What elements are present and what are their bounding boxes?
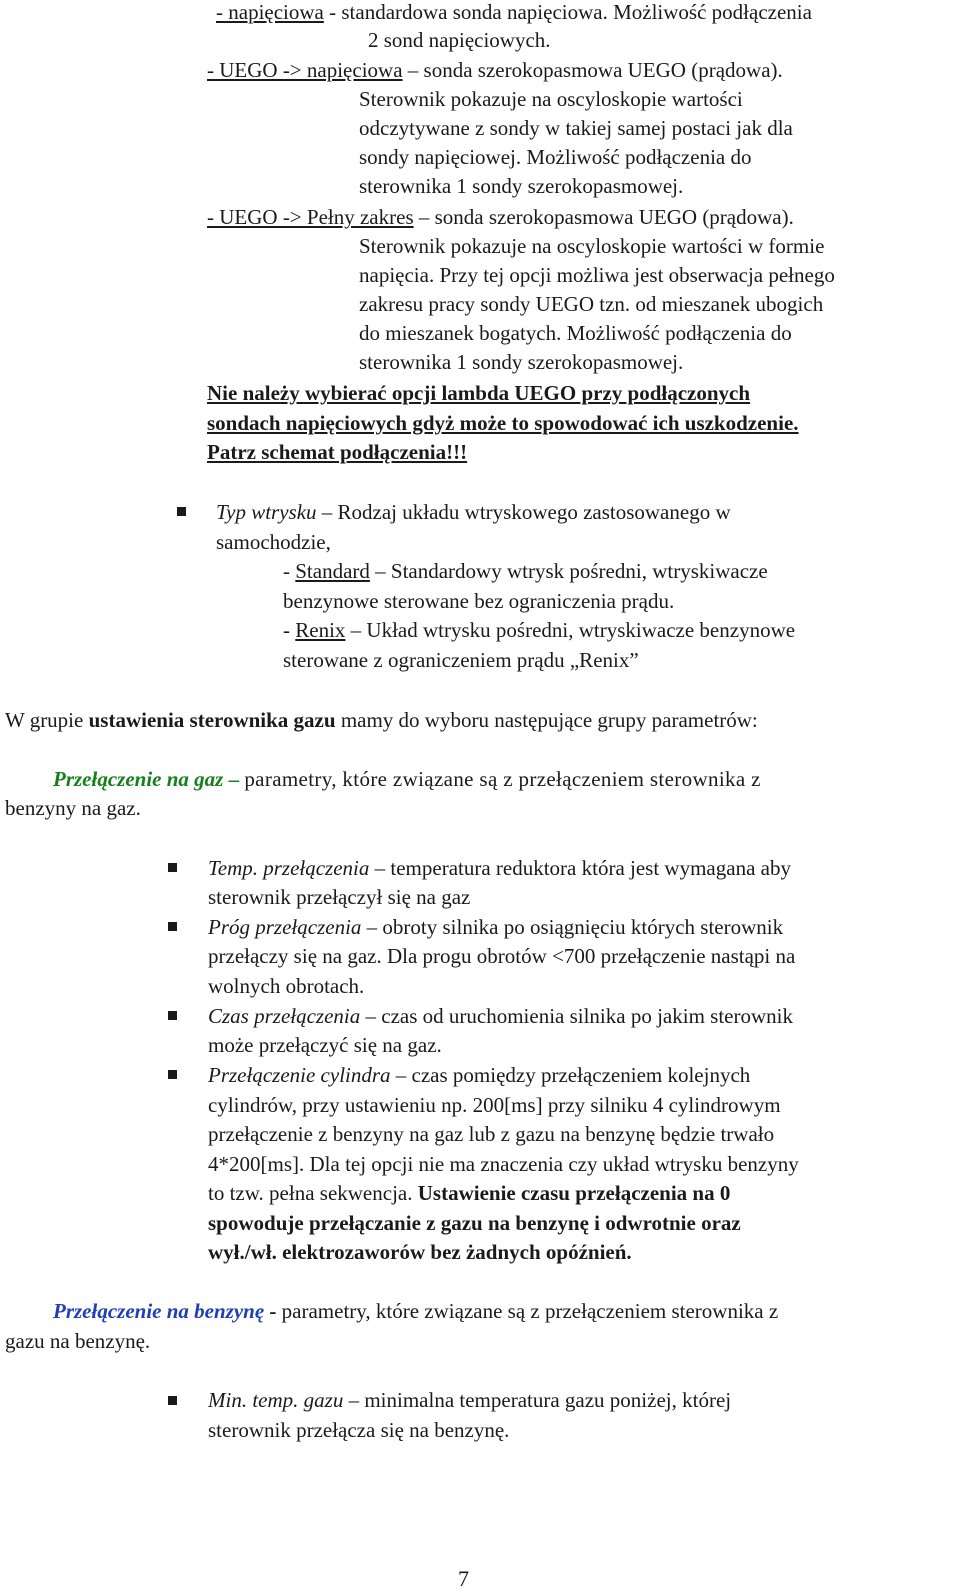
param-desc-line: sterownik przełączył się na gaz	[208, 885, 471, 909]
warning-line: Nie należy wybierać opcji lambda UEGO przy podłączonych	[207, 381, 751, 405]
section-desc: parametry, które związane są z przełączeniem sterownika z	[244, 767, 761, 791]
param-desc-line: przełączenie z benzyny na gaz lub z gazu na benzynę będzie trwało	[208, 1122, 775, 1146]
param-desc-line: 4*200[ms]. Dla tej opcji nie ma znaczenia czy układ wtrysku benzyny	[208, 1152, 799, 1176]
param-bold-line: spowoduje przełączanie z gazu na benzynę i odwrotnie oraz	[208, 1211, 741, 1235]
intro-bold: ustawienia sterownika gazu	[88, 708, 336, 732]
param-bold-line: wył./wł. elektrozaworów bez żadnych opóźnień.	[208, 1240, 632, 1264]
param-desc-text: to tzw. pełna sekwencja.	[208, 1181, 418, 1205]
param-desc: – czas od uruchomienia silnika po jakim sterownik	[360, 1004, 793, 1028]
option-desc-line: sterownika 1 sondy szerokopasmowej.	[359, 350, 684, 374]
option-desc-line: sterownika 1 sondy szerokopasmowej.	[359, 174, 684, 198]
option-label: Standard	[295, 559, 370, 583]
intro-text: W grupie	[5, 708, 89, 732]
option-desc-line: odczytywane z sondy w takiej samej postaci jak dla	[359, 116, 793, 140]
term-desc-line: samochodzie,	[216, 530, 331, 554]
section-title: Przełączenie na gaz	[53, 767, 224, 791]
warning-line: Patrz schemat podłączenia!!!	[207, 440, 468, 464]
param-desc-line: przełączy się na gaz. Dla progu obrotów <700 przełączenie nastąpi na	[208, 944, 796, 968]
param-term: Min. temp. gazu	[208, 1388, 344, 1412]
section-desc-line: gazu na benzynę.	[5, 1329, 151, 1353]
option-desc-line: Sterownik pokazuje na oscyloskopie wartości w formie	[359, 234, 825, 258]
section-title: Przełączenie na benzynę	[53, 1299, 265, 1323]
dash: -	[283, 618, 296, 642]
intro-paragraph	[5, 706, 758, 735]
bullet-icon	[168, 1011, 177, 1020]
param-desc-line: może przełączyć się na gaz.	[208, 1033, 442, 1057]
param-desc-line	[208, 1179, 730, 1208]
option-desc-line: sterowane z ograniczeniem prądu „Renix”	[283, 648, 639, 672]
option-label: - UEGO -> napięciowa	[207, 58, 403, 82]
param-term: Przełączenie cylindra	[208, 1063, 391, 1087]
bullet-icon	[177, 507, 186, 516]
option-desc: – Standardowy wtrysk pośredni, wtryskiwacze	[369, 559, 768, 583]
option-label: - napięciowa	[216, 0, 324, 24]
param-item	[208, 913, 783, 942]
param-term: Czas przełączenia	[208, 1004, 361, 1028]
warning-line: sondach napięciowych gdyż może to spowodować ich uszkodzenie.	[207, 411, 799, 435]
option-desc-line: Sterownik pokazuje na oscyloskopie wartości	[359, 87, 743, 111]
param-item	[208, 1061, 750, 1090]
param-desc-line: sterownik przełącza się na benzynę.	[208, 1418, 510, 1442]
param-desc: – minimalna temperatura gazu poniżej, której	[343, 1388, 732, 1412]
param-desc-line: cylindrów, przy ustawieniu np. 200[ms] przy silniku 4 cylindrowym	[208, 1093, 781, 1117]
option-uego-full	[207, 203, 794, 232]
option-desc-line: sondy napięciowej. Możliwość podłączenia do	[359, 145, 752, 169]
option-uego-napieciowa	[207, 56, 783, 85]
option-desc: – sonda szerokopasmowa UEGO (prądowa).	[402, 58, 783, 82]
bullet-icon	[168, 863, 177, 872]
option-label: Renix	[295, 618, 346, 642]
term-desc: – Rodzaj układu wtryskowego zastosowanego w	[316, 500, 731, 524]
option-desc: – sonda szerokopasmowa UEGO (prądowa).	[413, 205, 794, 229]
dash: -	[283, 559, 296, 583]
section-switch-to-petrol	[53, 1297, 778, 1326]
option-label: - UEGO -> Pełny zakres	[207, 205, 414, 229]
section-dash: -	[264, 1299, 282, 1323]
option-desc-line: zakresu pracy sondy UEGO tzn. od mieszanek ubogich	[359, 292, 824, 316]
injection-renix	[283, 616, 795, 645]
injection-standard	[283, 557, 768, 586]
param-desc: – czas pomiędzy przełączeniem kolejnych	[390, 1063, 751, 1087]
param-item	[208, 1002, 793, 1031]
bullet-icon	[168, 1070, 177, 1079]
option-desc: – Układ wtrysku pośredni, wtryskiwacze benzynowe	[345, 618, 796, 642]
param-desc: – obroty silnika po osiągnięciu których sterownik	[361, 915, 784, 939]
bullet-icon	[168, 922, 177, 931]
option-desc-line: 2 sond napięciowych.	[368, 28, 551, 52]
param-desc-bold: Ustawienie czasu przełączenia na 0	[417, 1181, 731, 1205]
option-napieciowa	[216, 0, 812, 27]
bullet-icon	[168, 1396, 177, 1405]
section-switch-to-gas	[53, 765, 761, 794]
term: Typ wtrysku	[216, 500, 317, 524]
intro-text: mamy do wyboru następujące grupy parametrów:	[335, 708, 758, 732]
injection-type	[216, 498, 731, 527]
page-number: 7	[458, 1566, 469, 1591]
param-term: Próg przełączenia	[208, 915, 362, 939]
section-desc: parametry, które związane są z przełączeniem sterownika z	[281, 1299, 779, 1323]
option-desc: - standardowa sonda napięciowa. Możliwość podłączenia	[323, 0, 812, 24]
param-desc-line: wolnych obrotach.	[208, 974, 365, 998]
param-desc: – temperatura reduktora która jest wymagana aby	[369, 856, 791, 880]
section-desc-line: benzyny na gaz.	[5, 796, 141, 820]
option-desc-line: napięcia. Przy tej opcji możliwa jest obserwacja pełnego	[359, 263, 835, 287]
param-term: Temp. przełączenia	[208, 856, 370, 880]
option-desc-line: do mieszanek bogatych. Możliwość podłączenia do	[359, 321, 792, 345]
section-dash: –	[223, 767, 245, 791]
option-desc-line: benzynowe sterowane bez ograniczenia prądu.	[283, 589, 675, 613]
param-item	[208, 1386, 731, 1415]
param-item	[208, 854, 791, 883]
